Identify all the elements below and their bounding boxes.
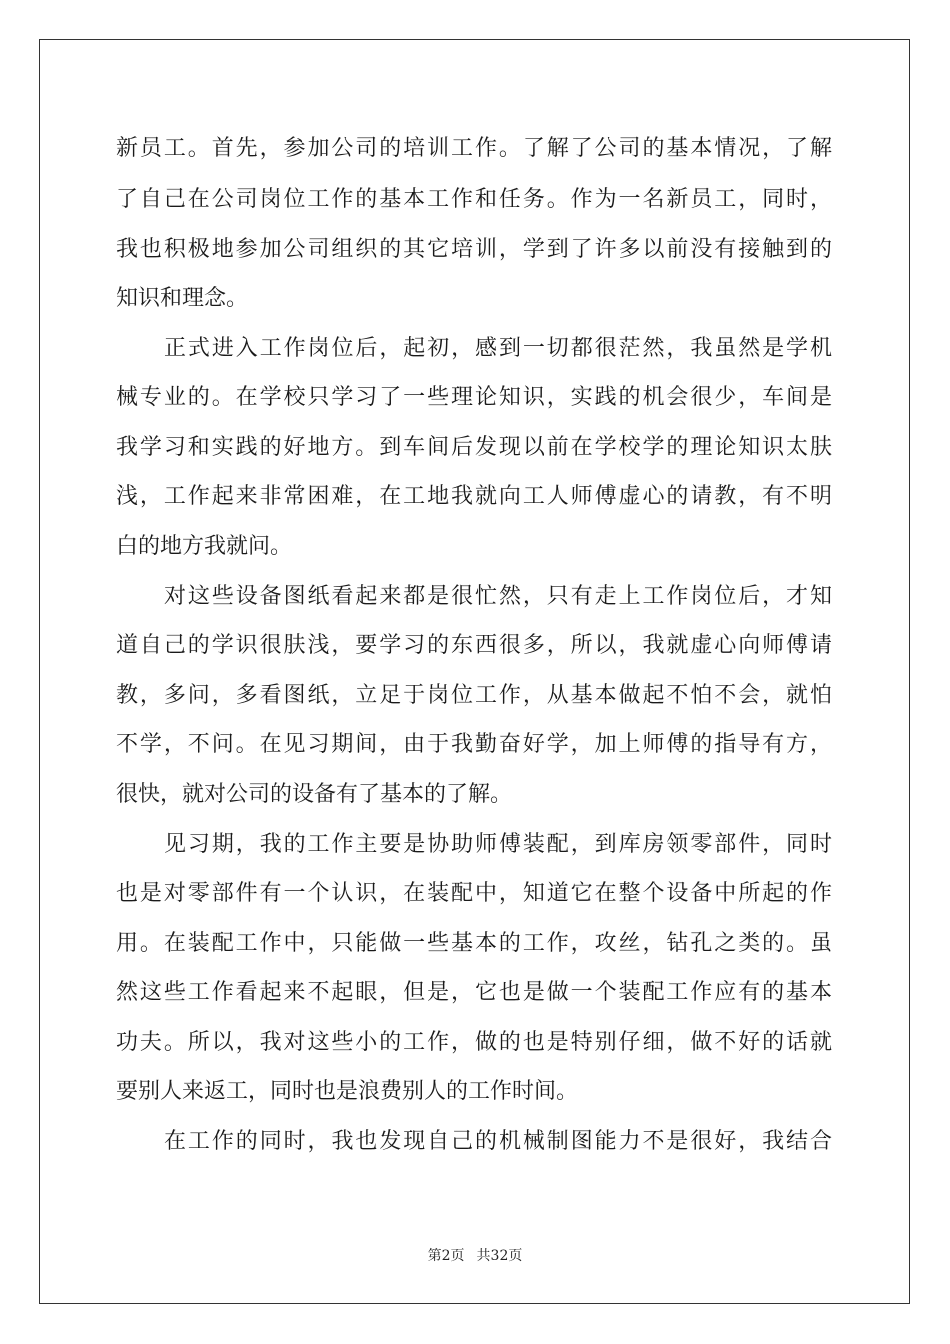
page-footer <box>0 1247 950 1265</box>
text-line: 用。在装配工作中，只能做一些基本的工作，攻丝，钻孔之类的。虽 <box>116 931 832 956</box>
text-line: 白的地方我就问。 <box>116 534 293 559</box>
text-line: 浅，工作起来非常困难，在工地我就向工人师傅虚心的请教，有不明 <box>116 484 832 509</box>
text-line: 新员工。首先，参加公司的培训工作。了解了公司的基本情况，了解 <box>116 136 832 161</box>
text-line: 很快，就对公司的设备有了基本的了解。 <box>116 782 513 807</box>
text-line: 了自己在公司岗位工作的基本工作和任务。作为一名新员工，同时， <box>116 187 832 212</box>
text-line: 我学习和实践的好地方。到车间后发现以前在学校学的理论知识太肤 <box>116 435 832 460</box>
text-line: 道自己的学识很肤浅，要学习的东西很多，所以，我就虚心向师傅请 <box>116 633 832 658</box>
text-line: 知识和理念。 <box>116 286 249 311</box>
paragraph-first-line: 正式进入工作岗位后，起初，感到一切都很茫然，我虽然是学机 <box>164 336 832 361</box>
page-border <box>39 39 910 1304</box>
page-number: 第2页 <box>427 1248 465 1264</box>
text-line: 要别人来返工，同时也是浪费别人的工作时间。 <box>116 1079 579 1104</box>
text-line: 然这些工作看起来不起眼，但是，它也是做一个装配工作应有的基本 <box>116 980 832 1005</box>
paragraph-first-line: 对这些设备图纸看起来都是很忙然，只有走上工作岗位后，才知 <box>164 584 832 609</box>
text-line: 我也积极地参加公司组织的其它培训，学到了许多以前没有接触到的 <box>116 237 832 262</box>
page-total: 共32页 <box>476 1248 523 1264</box>
text-line: 教，多问，多看图纸，立足于岗位工作，从基本做起不怕不会，就怕 <box>116 683 832 708</box>
text-line: 也是对零部件有一个认识，在装配中，知道它在整个设备中所起的作 <box>116 881 832 906</box>
text-line: 械专业的。在学校只学习了一些理论知识，实践的机会很少，车间是 <box>116 385 832 410</box>
paragraph-first-line: 见习期，我的工作主要是协助师傅装配，到库房领零部件，同时 <box>164 832 832 857</box>
text-line: 功夫。所以，我对这些小的工作，做的也是特别仔细，做不好的话就 <box>116 1030 832 1055</box>
text-line: 不学，不问。在见习期间，由于我勤奋好学，加上师傅的指导有方， <box>116 732 832 757</box>
paragraph-first-line: 在工作的同时，我也发现自己的机械制图能力不是很好，我结合 <box>164 1129 832 1154</box>
